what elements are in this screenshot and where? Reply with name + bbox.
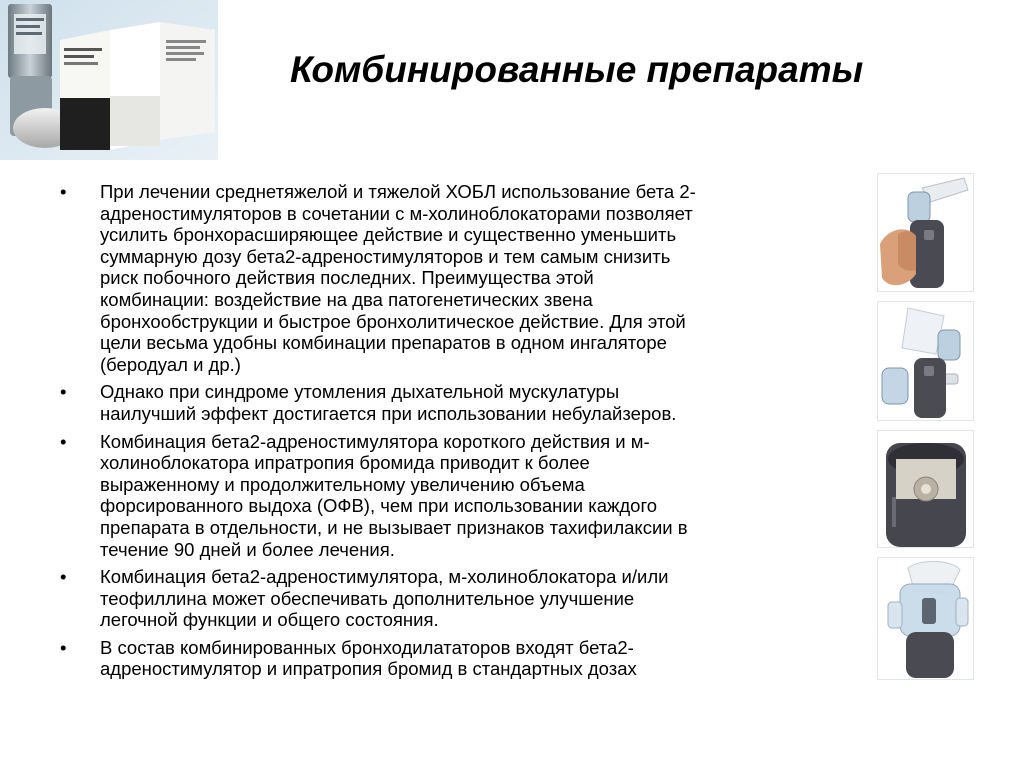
bullet-text: Однако при синдроме утомления дыхательной мускулатуры наилучший эффект достигается при использовании небулайзеров.: [100, 381, 677, 424]
bullet-text: Комбинация бета2-адреностимулятора короткого действия и м- холиноблокатора ипратропия бромида приводит к более выраженному и продолжительному увеличению объема форсированного выдоха (ОФВ), чем при использовании каждого препарата в отдельности, и не вызывает признаков тахифилаксии в течение 90 дней и более лечения.: [100, 430, 688, 560]
nebulizer-in-hand-photo: [877, 173, 974, 292]
bullet-item: [60, 381, 860, 424]
bullet-symbol: •: [60, 636, 67, 658]
bullet-item: [60, 181, 860, 375]
bullet-item: [60, 431, 860, 561]
bullet-text: В состав комбинированных бронходилататоров входят бета2- адреностимулятор и ипратропия бромид в стандартных дозах: [100, 636, 637, 680]
bullet-symbol: •: [60, 381, 67, 403]
bullet-text: При лечении среднетяжелой и тяжелой ХОБЛ использование бета 2- адреностимуляторов в сочетании с м-холиноблокаторами позволяет усилить бронхорасширяющее действие и существенно уменьшить суммарную дозу бета2-адреностимуляторов и тем самым снизить риск побочного действия последних. Преимущества этой комбинации: воздействие на два патогенетических звена бронхообструкции и быстрое бронхолитическое действие. Для этой цели весьма удобны комбинации препаратов в одном ингаляторе (беродуал и др.): [100, 181, 696, 375]
nebulizer-assembled-photo: [877, 557, 974, 680]
bullet-list: [60, 181, 860, 686]
bullet-symbol: •: [60, 430, 67, 452]
nebulizer-open-top-photo: [877, 430, 974, 548]
bullet-item: [60, 566, 860, 631]
bullet-symbol: •: [60, 181, 67, 202]
bullet-symbol: •: [60, 566, 67, 588]
inhaler-product-photo: [0, 0, 218, 160]
bullet-text: Комбинация бета2-адреностимулятора, м-холиноблокатора и/или теофиллина может обеспечивать дополнительное улучшение легочной функции и общего состояния.: [100, 566, 669, 631]
nebulizer-with-mask-photo: [877, 301, 974, 421]
slide-title: Комбинированные препараты: [290, 49, 864, 90]
bullet-item: [60, 637, 860, 680]
